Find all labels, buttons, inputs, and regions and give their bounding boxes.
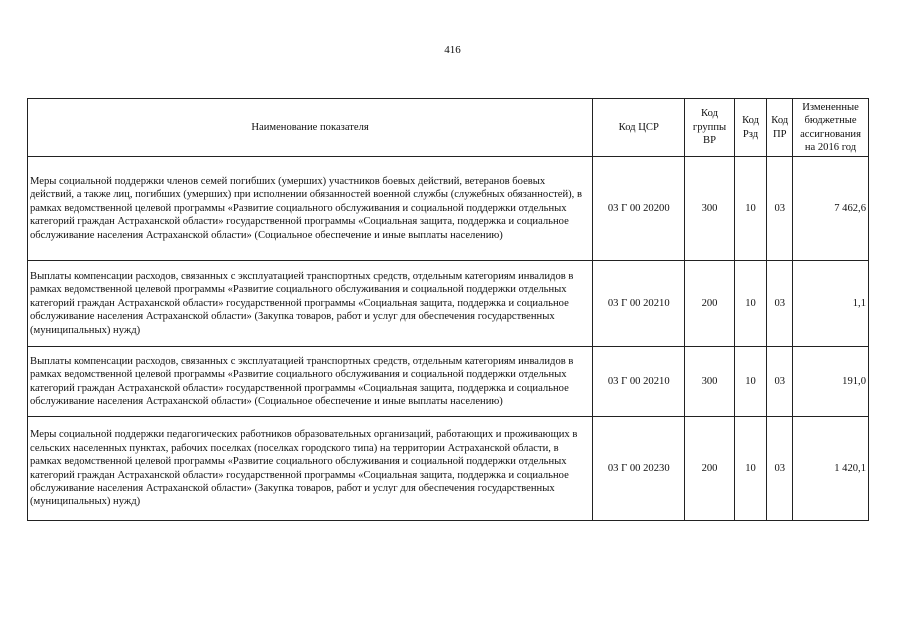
row-rzd: 10 <box>734 347 767 417</box>
row-group: 200 <box>685 261 734 347</box>
header-pr: Код ПР <box>767 99 793 157</box>
row-rzd: 10 <box>734 157 767 261</box>
row-pr: 03 <box>767 347 793 417</box>
row-rzd: 10 <box>734 261 767 347</box>
row-csr: 03 Г 00 20230 <box>593 417 685 521</box>
row-name: Меры социальной поддержки педагогических работников образовательных организаций, работающих и проживающих в сельских населенных пунктах, рабочих поселках (поселках городского типа) на территории Астраханской области, в рамках ведомственной целевой программы «Развитие социального обслуживания и социальной поддержки отдельных категорий граждан Астраханской области» государственной программы «Социальная защита, поддержка и социальное обслуживание населения Астраханской области» (Закупка товаров, работ и услуг для обеспечения государственных (муниципальных) нужд) <box>28 417 593 521</box>
row-csr: 03 Г 00 20200 <box>593 157 685 261</box>
row-pr: 03 <box>767 417 793 521</box>
row-pr: 03 <box>767 157 793 261</box>
table-row <box>28 347 869 417</box>
header-name: Наименование показателя <box>28 99 593 157</box>
row-name: Меры социальной поддержки членов семей погибших (умерших) участников боевых действий, ветеранов боевых действий, а также лиц, погибших (умерших) при исполнении обязанностей военной службы (служебных обязанностей), в рамках ведомственной целевой программы «Развитие социального обслуживания и социальной поддержки отдельных категорий граждан Астраханской области» государственной программы «Социальная защита, поддержка и социальное обслуживание населения Астраханской области» (Социальное обеспечение и иные выплаты населению) <box>28 157 593 261</box>
header-csr: Код ЦСР <box>593 99 685 157</box>
row-csr: 03 Г 00 20210 <box>593 261 685 347</box>
table-row <box>28 261 869 347</box>
row-sum: 191,0 <box>793 347 869 417</box>
table-header-row <box>28 99 869 157</box>
row-group: 300 <box>685 157 734 261</box>
header-sum: Измененные бюджетные ассигнования на 2016 год <box>793 99 869 157</box>
row-name: Выплаты компенсации расходов, связанных с эксплуатацией транспортных средств, отдельным категориям инвалидов в рамках ведомственной целевой программы «Развитие социального обслуживания и социальной поддержки отдельных категорий граждан Астраханской области» государственной программы «Социальная защита, поддержка и социальное обслуживание населения Астраханской области» (Социальное обеспечение и иные выплаты населению) <box>28 347 593 417</box>
budget-table <box>27 98 869 521</box>
header-group: Код группы ВР <box>685 99 734 157</box>
row-sum: 1 420,1 <box>793 417 869 521</box>
row-sum: 7 462,6 <box>793 157 869 261</box>
row-name: Выплаты компенсации расходов, связанных с эксплуатацией транспортных средств, отдельным категориям инвалидов в рамках ведомственной целевой программы «Развитие социального обслуживания и социальной поддержки отдельных категорий граждан Астраханской области» государственной программы «Социальная защита, поддержка и социальное обслуживание населения Астраханской области» (Закупка товаров, работ и услуг для обеспечения государственных (муниципальных) нужд) <box>28 261 593 347</box>
table-row <box>28 417 869 521</box>
row-rzd: 10 <box>734 417 767 521</box>
row-group: 300 <box>685 347 734 417</box>
header-rzd: Код Рзд <box>734 99 767 157</box>
row-pr: 03 <box>767 261 793 347</box>
row-group: 200 <box>685 417 734 521</box>
row-csr: 03 Г 00 20210 <box>593 347 685 417</box>
table-row <box>28 157 869 261</box>
page-number: 416 <box>444 44 461 56</box>
row-sum: 1,1 <box>793 261 869 347</box>
